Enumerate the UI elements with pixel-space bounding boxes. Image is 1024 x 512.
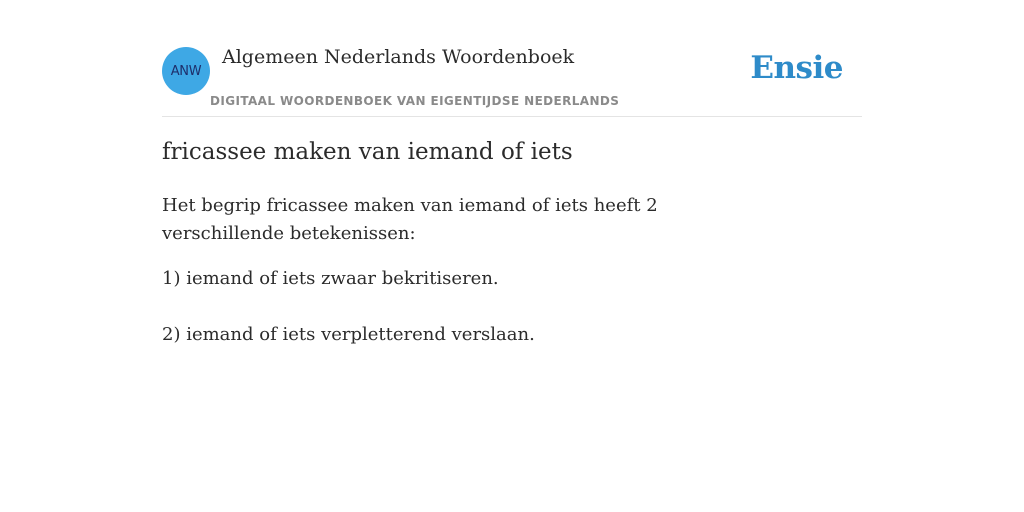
anw-logo-text: ANW [170,63,202,79]
intro-text: Het begrip fricassee maken van iemand of iets heeft 2 verschillende betekenissen: [162,195,658,244]
site-subtitle: DIGITAAL WOORDENBOEK VAN EIGENTIJDSE NEDERLANDS [210,94,620,108]
anw-logo[interactable] [162,47,210,95]
header [162,0,862,117]
site-title[interactable]: Algemeen Nederlands Woordenboek [222,46,575,68]
page-title: fricassee maken van iemand of iets [162,139,573,165]
ensie-brand-link[interactable]: Ensie [750,50,843,86]
meaning-item: 1) iemand of iets zwaar bekritiseren. [162,268,499,289]
meaning-item: 2) iemand of iets verpletterend verslaan. [162,324,535,345]
page-container [162,0,862,345]
